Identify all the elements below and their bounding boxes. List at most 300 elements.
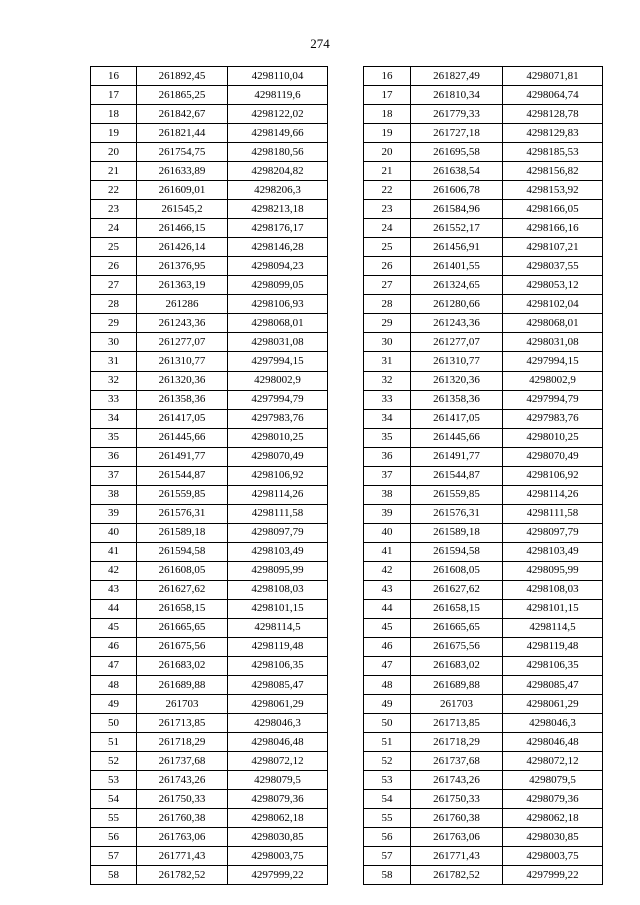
point-number-cell: 37 <box>364 466 411 485</box>
table-row <box>91 143 328 162</box>
x-coordinate-cell: 261743,26 <box>137 771 228 790</box>
x-coordinate-cell: 261727,18 <box>411 124 503 143</box>
coordinates-table-left <box>90 66 328 885</box>
x-coordinate-cell: 261594,58 <box>137 542 228 561</box>
y-coordinate-cell: 4298180,56 <box>228 143 328 162</box>
x-coordinate-cell: 261320,36 <box>411 371 503 390</box>
point-number-cell: 42 <box>364 561 411 580</box>
table-row <box>91 86 328 105</box>
point-number-cell: 23 <box>364 200 411 219</box>
table-row <box>91 809 328 828</box>
x-coordinate-cell: 261445,66 <box>411 428 503 447</box>
table-row <box>91 181 328 200</box>
table-row <box>364 200 603 219</box>
x-coordinate-cell: 261627,62 <box>137 580 228 599</box>
table-row <box>364 618 603 637</box>
y-coordinate-cell: 4298114,5 <box>503 618 603 637</box>
y-coordinate-cell: 4298095,99 <box>503 561 603 580</box>
x-coordinate-cell: 261376,95 <box>137 257 228 276</box>
x-coordinate-cell: 261320,36 <box>137 371 228 390</box>
point-number-cell: 54 <box>91 790 137 809</box>
point-number-cell: 49 <box>91 695 137 714</box>
x-coordinate-cell: 261737,68 <box>411 752 503 771</box>
x-coordinate-cell: 261491,77 <box>411 447 503 466</box>
y-coordinate-cell: 4298119,48 <box>503 637 603 656</box>
table-row <box>91 790 328 809</box>
table-row <box>91 714 328 733</box>
y-coordinate-cell: 4298146,28 <box>228 238 328 257</box>
point-number-cell: 26 <box>364 257 411 276</box>
y-coordinate-cell: 4298062,18 <box>228 809 328 828</box>
point-number-cell: 41 <box>91 542 137 561</box>
y-coordinate-cell: 4298106,92 <box>228 466 328 485</box>
x-coordinate-cell: 261683,02 <box>137 656 228 675</box>
x-coordinate-cell: 261763,06 <box>137 828 228 847</box>
table-row <box>364 466 603 485</box>
y-coordinate-cell: 4298099,05 <box>228 276 328 295</box>
point-number-cell: 40 <box>91 523 137 542</box>
y-coordinate-cell: 4298068,01 <box>503 314 603 333</box>
y-coordinate-cell: 4298106,35 <box>228 656 328 675</box>
point-number-cell: 52 <box>91 752 137 771</box>
y-coordinate-cell: 4298030,85 <box>503 828 603 847</box>
y-coordinate-cell: 4298072,12 <box>228 752 328 771</box>
table-row <box>364 809 603 828</box>
table-row <box>364 695 603 714</box>
point-number-cell: 50 <box>91 714 137 733</box>
y-coordinate-cell: 4298106,93 <box>228 295 328 314</box>
y-coordinate-cell: 4298003,75 <box>228 847 328 866</box>
point-number-cell: 31 <box>364 352 411 371</box>
point-number-cell: 16 <box>364 67 411 86</box>
point-number-cell: 32 <box>364 371 411 390</box>
point-number-cell: 37 <box>91 466 137 485</box>
y-coordinate-cell: 4298053,12 <box>503 276 603 295</box>
x-coordinate-cell: 261782,52 <box>411 866 503 885</box>
y-coordinate-cell: 4298061,29 <box>503 695 603 714</box>
table-row <box>91 580 328 599</box>
point-number-cell: 24 <box>91 219 137 238</box>
point-number-cell: 52 <box>364 752 411 771</box>
point-number-cell: 56 <box>364 828 411 847</box>
table-row <box>364 485 603 504</box>
table-row <box>91 485 328 504</box>
table-row <box>364 409 603 428</box>
table-row <box>91 542 328 561</box>
table-row <box>91 352 328 371</box>
table-row <box>364 714 603 733</box>
x-coordinate-cell: 261609,01 <box>137 181 228 200</box>
y-coordinate-cell: 4298037,55 <box>503 257 603 276</box>
x-coordinate-cell: 261608,05 <box>137 561 228 580</box>
point-number-cell: 38 <box>364 485 411 504</box>
x-coordinate-cell: 261243,36 <box>137 314 228 333</box>
x-coordinate-cell: 261703 <box>411 695 503 714</box>
y-coordinate-cell: 4298010,25 <box>503 428 603 447</box>
point-number-cell: 42 <box>91 561 137 580</box>
y-coordinate-cell: 4298128,78 <box>503 105 603 124</box>
x-coordinate-cell: 261810,34 <box>411 86 503 105</box>
point-number-cell: 23 <box>91 200 137 219</box>
x-coordinate-cell: 261627,62 <box>411 580 503 599</box>
table-row <box>91 67 328 86</box>
x-coordinate-cell: 261324,65 <box>411 276 503 295</box>
point-number-cell: 16 <box>91 67 137 86</box>
y-coordinate-cell: 4298062,18 <box>503 809 603 828</box>
x-coordinate-cell: 261689,88 <box>411 676 503 695</box>
table-row <box>364 866 603 885</box>
point-number-cell: 34 <box>91 409 137 428</box>
table-row <box>364 295 603 314</box>
table-row <box>364 771 603 790</box>
table-row <box>364 162 603 181</box>
y-coordinate-cell: 4297983,76 <box>228 409 328 428</box>
point-number-cell: 21 <box>364 162 411 181</box>
point-number-cell: 27 <box>91 276 137 295</box>
y-coordinate-cell: 4298101,15 <box>228 599 328 618</box>
table-row <box>364 124 603 143</box>
table-row <box>364 447 603 466</box>
x-coordinate-cell: 261771,43 <box>411 847 503 866</box>
page-number: 274 <box>310 36 330 51</box>
point-number-cell: 44 <box>91 599 137 618</box>
table-row <box>364 257 603 276</box>
table-row <box>364 390 603 409</box>
y-coordinate-cell: 4298064,74 <box>503 86 603 105</box>
x-coordinate-cell: 261491,77 <box>137 447 228 466</box>
point-number-cell: 38 <box>91 485 137 504</box>
x-coordinate-cell: 261683,02 <box>411 656 503 675</box>
point-number-cell: 43 <box>91 580 137 599</box>
point-number-cell: 39 <box>364 504 411 523</box>
y-coordinate-cell: 4298095,99 <box>228 561 328 580</box>
y-coordinate-cell: 4298046,48 <box>503 733 603 752</box>
table-row <box>364 276 603 295</box>
y-coordinate-cell: 4298176,17 <box>228 219 328 238</box>
x-coordinate-cell: 261363,19 <box>137 276 228 295</box>
table-row <box>91 523 328 542</box>
y-coordinate-cell: 4298213,18 <box>228 200 328 219</box>
x-coordinate-cell: 261466,15 <box>137 219 228 238</box>
x-coordinate-cell: 261310,77 <box>411 352 503 371</box>
coordinates-table-right <box>363 66 603 885</box>
y-coordinate-cell: 4298156,82 <box>503 162 603 181</box>
x-coordinate-cell: 261286 <box>137 295 228 314</box>
table-row <box>364 371 603 390</box>
point-number-cell: 21 <box>91 162 137 181</box>
point-number-cell: 29 <box>364 314 411 333</box>
y-coordinate-cell: 4298072,12 <box>503 752 603 771</box>
x-coordinate-cell: 261718,29 <box>411 733 503 752</box>
y-coordinate-cell: 4298149,66 <box>228 124 328 143</box>
table-row <box>364 504 603 523</box>
table-row <box>91 409 328 428</box>
point-number-cell: 41 <box>364 542 411 561</box>
table-row <box>364 219 603 238</box>
table-row <box>91 390 328 409</box>
table-row <box>364 733 603 752</box>
y-coordinate-cell: 4298110,04 <box>228 67 328 86</box>
x-coordinate-cell: 261544,87 <box>411 466 503 485</box>
table-row <box>364 181 603 200</box>
point-number-cell: 34 <box>364 409 411 428</box>
point-number-cell: 17 <box>91 86 137 105</box>
point-number-cell: 20 <box>364 143 411 162</box>
table-row <box>91 200 328 219</box>
y-coordinate-cell: 4298046,3 <box>503 714 603 733</box>
y-coordinate-cell: 4298101,15 <box>503 599 603 618</box>
x-coordinate-cell: 261456,91 <box>411 238 503 257</box>
point-number-cell: 33 <box>364 390 411 409</box>
point-number-cell: 57 <box>91 847 137 866</box>
y-coordinate-cell: 4298119,48 <box>228 637 328 656</box>
y-coordinate-cell: 4298031,08 <box>503 333 603 352</box>
table-row <box>364 428 603 447</box>
table-row <box>364 523 603 542</box>
x-coordinate-cell: 261638,54 <box>411 162 503 181</box>
x-coordinate-cell: 261559,85 <box>411 485 503 504</box>
x-coordinate-cell: 261892,45 <box>137 67 228 86</box>
table-row <box>91 466 328 485</box>
point-number-cell: 33 <box>91 390 137 409</box>
point-number-cell: 46 <box>364 637 411 656</box>
x-coordinate-cell: 261779,33 <box>411 105 503 124</box>
point-number-cell: 31 <box>91 352 137 371</box>
x-coordinate-cell: 261675,56 <box>411 637 503 656</box>
x-coordinate-cell: 261782,52 <box>137 866 228 885</box>
y-coordinate-cell: 4298166,05 <box>503 200 603 219</box>
y-coordinate-cell: 4298068,01 <box>228 314 328 333</box>
y-coordinate-cell: 4298106,35 <box>503 656 603 675</box>
y-coordinate-cell: 4298129,83 <box>503 124 603 143</box>
y-coordinate-cell: 4298103,49 <box>228 542 328 561</box>
y-coordinate-cell: 4298046,48 <box>228 733 328 752</box>
x-coordinate-cell: 261675,56 <box>137 637 228 656</box>
point-number-cell: 47 <box>91 656 137 675</box>
point-number-cell: 18 <box>364 105 411 124</box>
x-coordinate-cell: 261713,85 <box>411 714 503 733</box>
y-coordinate-cell: 4298097,79 <box>228 523 328 542</box>
x-coordinate-cell: 261842,67 <box>137 105 228 124</box>
table-row <box>364 238 603 257</box>
point-number-cell: 28 <box>91 295 137 314</box>
point-number-cell: 27 <box>364 276 411 295</box>
table-row <box>91 866 328 885</box>
x-coordinate-cell: 261718,29 <box>137 733 228 752</box>
point-number-cell: 39 <box>91 504 137 523</box>
point-number-cell: 22 <box>91 181 137 200</box>
y-coordinate-cell: 4297983,76 <box>503 409 603 428</box>
x-coordinate-cell: 261576,31 <box>411 504 503 523</box>
y-coordinate-cell: 4298153,92 <box>503 181 603 200</box>
table-row <box>91 276 328 295</box>
point-number-cell: 56 <box>91 828 137 847</box>
y-coordinate-cell: 4298079,36 <box>228 790 328 809</box>
y-coordinate-cell: 4298070,49 <box>503 447 603 466</box>
table-row <box>91 847 328 866</box>
x-coordinate-cell: 261760,38 <box>411 809 503 828</box>
table-row <box>364 656 603 675</box>
x-coordinate-cell: 261703 <box>137 695 228 714</box>
table-row <box>91 314 328 333</box>
x-coordinate-cell: 261689,88 <box>137 676 228 695</box>
y-coordinate-cell: 4298108,03 <box>503 580 603 599</box>
table-row <box>91 219 328 238</box>
y-coordinate-cell: 4298111,58 <box>228 504 328 523</box>
table-row <box>364 580 603 599</box>
table-row <box>364 828 603 847</box>
table-row <box>364 676 603 695</box>
point-number-cell: 53 <box>364 771 411 790</box>
y-coordinate-cell: 4298166,16 <box>503 219 603 238</box>
y-coordinate-cell: 4298085,47 <box>228 676 328 695</box>
y-coordinate-cell: 4297994,15 <box>228 352 328 371</box>
y-coordinate-cell: 4298122,02 <box>228 105 328 124</box>
y-coordinate-cell: 4298119,6 <box>228 86 328 105</box>
y-coordinate-cell: 4297994,79 <box>228 390 328 409</box>
point-number-cell: 45 <box>364 618 411 637</box>
y-coordinate-cell: 4298031,08 <box>228 333 328 352</box>
point-number-cell: 19 <box>364 124 411 143</box>
x-coordinate-cell: 261750,33 <box>137 790 228 809</box>
table-row <box>91 752 328 771</box>
point-number-cell: 18 <box>91 105 137 124</box>
y-coordinate-cell: 4298003,75 <box>503 847 603 866</box>
x-coordinate-cell: 261695,58 <box>411 143 503 162</box>
y-coordinate-cell: 4298094,23 <box>228 257 328 276</box>
point-number-cell: 45 <box>91 618 137 637</box>
point-number-cell: 32 <box>91 371 137 390</box>
point-number-cell: 50 <box>364 714 411 733</box>
point-number-cell: 28 <box>364 295 411 314</box>
table-row <box>91 295 328 314</box>
x-coordinate-cell: 261754,75 <box>137 143 228 162</box>
point-number-cell: 24 <box>364 219 411 238</box>
x-coordinate-cell: 261750,33 <box>411 790 503 809</box>
table-row <box>91 637 328 656</box>
y-coordinate-cell: 4298070,49 <box>228 447 328 466</box>
y-coordinate-cell: 4298079,5 <box>228 771 328 790</box>
point-number-cell: 48 <box>91 676 137 695</box>
x-coordinate-cell: 261401,55 <box>411 257 503 276</box>
x-coordinate-cell: 261243,36 <box>411 314 503 333</box>
y-coordinate-cell: 4298106,92 <box>503 466 603 485</box>
y-coordinate-cell: 4298061,29 <box>228 695 328 714</box>
point-number-cell: 19 <box>91 124 137 143</box>
y-coordinate-cell: 4298097,79 <box>503 523 603 542</box>
y-coordinate-cell: 4298030,85 <box>228 828 328 847</box>
x-coordinate-cell: 261763,06 <box>411 828 503 847</box>
x-coordinate-cell: 261665,65 <box>137 618 228 637</box>
table-row <box>364 86 603 105</box>
y-coordinate-cell: 4298185,53 <box>503 143 603 162</box>
point-number-cell: 47 <box>364 656 411 675</box>
table-row <box>364 105 603 124</box>
x-coordinate-cell: 261737,68 <box>137 752 228 771</box>
point-number-cell: 49 <box>364 695 411 714</box>
y-coordinate-cell: 4297994,79 <box>503 390 603 409</box>
x-coordinate-cell: 261584,96 <box>411 200 503 219</box>
table-row <box>364 599 603 618</box>
table-row <box>364 333 603 352</box>
x-coordinate-cell: 261544,87 <box>137 466 228 485</box>
table-row <box>91 124 328 143</box>
table-row <box>91 428 328 447</box>
point-number-cell: 48 <box>364 676 411 695</box>
x-coordinate-cell: 261665,65 <box>411 618 503 637</box>
table-row <box>364 314 603 333</box>
table-row <box>91 771 328 790</box>
table-row <box>91 828 328 847</box>
table-row <box>364 561 603 580</box>
y-coordinate-cell: 4298114,5 <box>228 618 328 637</box>
point-number-cell: 35 <box>364 428 411 447</box>
point-number-cell: 36 <box>91 447 137 466</box>
point-number-cell: 22 <box>364 181 411 200</box>
y-coordinate-cell: 4298108,03 <box>228 580 328 599</box>
table-row <box>364 847 603 866</box>
table-row <box>91 618 328 637</box>
point-number-cell: 58 <box>364 866 411 885</box>
table-row <box>91 599 328 618</box>
y-coordinate-cell: 4298071,81 <box>503 67 603 86</box>
table-row <box>91 733 328 752</box>
y-coordinate-cell: 4298102,04 <box>503 295 603 314</box>
x-coordinate-cell: 261417,05 <box>411 409 503 428</box>
y-coordinate-cell: 4298114,26 <box>503 485 603 504</box>
x-coordinate-cell: 261743,26 <box>411 771 503 790</box>
point-number-cell: 30 <box>91 333 137 352</box>
x-coordinate-cell: 261559,85 <box>137 485 228 504</box>
table-row <box>91 333 328 352</box>
point-number-cell: 26 <box>91 257 137 276</box>
y-coordinate-cell: 4298204,82 <box>228 162 328 181</box>
point-number-cell: 17 <box>364 86 411 105</box>
point-number-cell: 40 <box>364 523 411 542</box>
x-coordinate-cell: 261358,36 <box>137 390 228 409</box>
point-number-cell: 46 <box>91 637 137 656</box>
x-coordinate-cell: 261865,25 <box>137 86 228 105</box>
y-coordinate-cell: 4298046,3 <box>228 714 328 733</box>
y-coordinate-cell: 4298114,26 <box>228 485 328 504</box>
x-coordinate-cell: 261606,78 <box>411 181 503 200</box>
point-number-cell: 54 <box>364 790 411 809</box>
x-coordinate-cell: 261594,58 <box>411 542 503 561</box>
y-coordinate-cell: 4298079,5 <box>503 771 603 790</box>
y-coordinate-cell: 4298002,9 <box>228 371 328 390</box>
x-coordinate-cell: 261426,14 <box>137 238 228 257</box>
table-row <box>364 352 603 371</box>
point-number-cell: 25 <box>364 238 411 257</box>
y-coordinate-cell: 4297994,15 <box>503 352 603 371</box>
y-coordinate-cell: 4297999,22 <box>503 866 603 885</box>
table-row <box>91 105 328 124</box>
table-row <box>364 752 603 771</box>
point-number-cell: 43 <box>364 580 411 599</box>
x-coordinate-cell: 261280,66 <box>411 295 503 314</box>
y-coordinate-cell: 4298103,49 <box>503 542 603 561</box>
table-row <box>91 371 328 390</box>
x-coordinate-cell: 261445,66 <box>137 428 228 447</box>
y-coordinate-cell: 4298107,21 <box>503 238 603 257</box>
x-coordinate-cell: 261589,18 <box>137 523 228 542</box>
point-number-cell: 36 <box>364 447 411 466</box>
x-coordinate-cell: 261545,2 <box>137 200 228 219</box>
y-coordinate-cell: 4298079,36 <box>503 790 603 809</box>
table-row <box>364 542 603 561</box>
point-number-cell: 35 <box>91 428 137 447</box>
y-coordinate-cell: 4298111,58 <box>503 504 603 523</box>
